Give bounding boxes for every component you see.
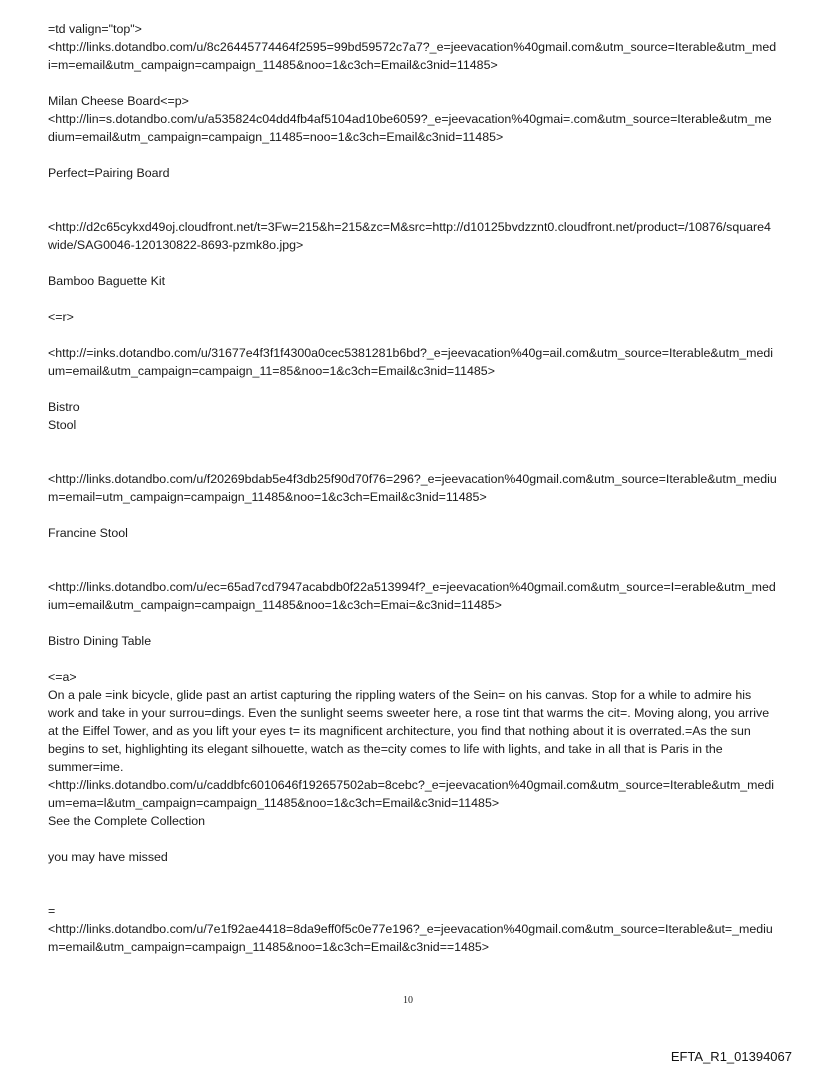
product-name: Bamboo Baguette Kit — [48, 274, 166, 288]
product-name: Stool — [48, 418, 77, 432]
description-paragraph: On a pale =ink bicycle, glide past an artist capturing the rippling waters of the Sein= on his canvas. Stop for a while to admire his work and take in your surrou=dings. Even the sunlight seems sweeter here, a rose tint that warms the cit=. Moving along, you arrive at the Eiffel Tower, and as you lift your eyes t= its magnificent architecture, you find that nothing about it is overrated.=As the sun begins to set, highlighting its elegant silhouette, watch as the=city comes to life with lights, and take in all that is Paris in the summer=ime. — [48, 688, 770, 774]
section-heading: you may have missed — [48, 850, 168, 864]
url-line: <http://d2c65cykxd49oj.cloudfront.net/t=3Fw=215&h=215&zc=M&src=http://d10125bvdzznt0.cloudfront.net/product=/10876/square4wide/SAG0046-120130822-8693-pzmk8o.jpg> — [48, 220, 771, 252]
url-line: <http://links.dotandbo.com/u/caddbfc6010646f192657502ab=8cebc?_e=jeevacation%40gmail.com&utm_source=Iterable&utm_medium=ema=l&utm_campaign=campaign_11485&noo=1&c3ch=Email&c3nid=11485> — [48, 778, 775, 810]
text-line: <=a> — [48, 670, 77, 684]
text-line: = — [48, 904, 56, 918]
product-name: Perfect=Pairing Board — [48, 166, 170, 180]
url-line: <http://links.dotandbo.com/u/7e1f92ae4418=8da9eff0f5c0e77e196?_e=jeevacation%40gmail.com&utm_source=Iterable&ut=_medium=email&utm_campaign=campaign_11485&noo=1&c3ch=Email&c3nid==1485> — [48, 922, 773, 954]
text-line: <=r> — [48, 310, 74, 324]
product-name: Bistro — [48, 400, 80, 414]
url-line: <http://links.dotandbo.com/u/8c26445774464f2595=99bd59572c7a7?_e=jeevacation%40gmail.com&utm_source=Iterable&utm_medi=m=email&utm_campaign=campaign_11485&noo=1&c3ch=Email&c3nid=11485> — [48, 40, 777, 72]
document-body — [48, 20, 778, 956]
page-number: 10 — [403, 995, 413, 1006]
product-name: Milan Cheese Board<=p> — [48, 94, 189, 108]
product-name: Francine Stool — [48, 526, 128, 540]
bates-stamp: EFTA_R1_01394067 — [670, 1049, 792, 1064]
url-line: <http://=inks.dotandbo.com/u/31677e4f3f1f4300a0cec5381281b6bd?_e=jeevacation%40g=ail.com&utm_source=Iterable&utm_medium=email&utm_campaign=campaign_11=85&noo=1&c3ch=Email&c3nid=11485> — [48, 346, 774, 378]
product-name: Bistro Dining Table — [48, 634, 152, 648]
url-line: <http://links.dotandbo.com/u/ec=65ad7cd7947acabdb0f22a513994f?_e=jeevacation%40gmail.com&utm_source=I=erable&utm_medium=email&utm_campaign=campaign_11485&noo=1&c3ch=Emai=&c3nid=11485> — [48, 580, 776, 612]
text-line: =td valign="top"> — [48, 22, 142, 36]
collection-link-text: See the Complete Collection — [48, 814, 206, 828]
url-line: <http://lin=s.dotandbo.com/u/a535824c04dd4fb4af5104ad10be6059?_e=jeevacation%40gmai=.com&utm_source=Iterable&utm_medium=email&utm_campaign=campaign_11485=noo=1&c3ch=Email&c3nid=11485> — [48, 112, 772, 144]
url-line: <http://links.dotandbo.com/u/f20269bdab5e4f3db25f90d70f76=296?_e=jeevacation%40gmail.com&utm_source=Iterable&utm_medium=email=utm_campaign=campaign_11485&noo=1&c3ch=Email&c3nid=11485> — [48, 472, 777, 504]
